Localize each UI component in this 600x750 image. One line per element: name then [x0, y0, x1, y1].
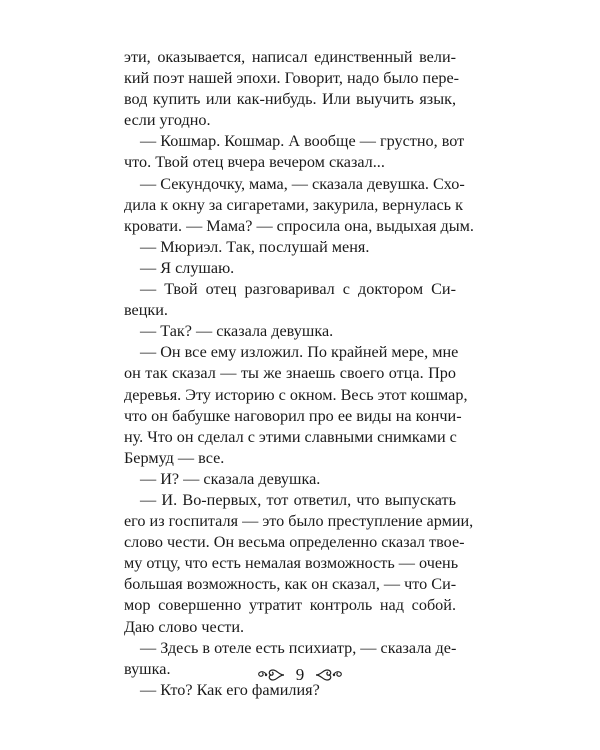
text-line: деревья. Эту историю с окном. Весь этот кошмар, — [124, 385, 468, 404]
body-text — [124, 47, 474, 701]
text-line: — Секундочку, мама, — сказала девушка. Схо- — [140, 174, 465, 193]
ornament-right-icon — [315, 667, 343, 683]
text-line: Бермуд — все. — [124, 448, 225, 467]
text-line: слово чести. Он весьма определенно сказал твое- — [124, 533, 465, 552]
text-line: — Мюриэл. Так, послушай меня. — [140, 237, 370, 256]
text-line: — Так? — сказала девушка. — [140, 322, 334, 341]
text-line: его из госпиталя — это было преступление армии, — [124, 512, 474, 531]
text-line: ну. Что он сделал с этими славными снимками с — [124, 427, 457, 446]
ornament-left-icon — [257, 667, 285, 683]
text-line: — Здесь в отеле есть психиатр, — сказала де- — [140, 638, 457, 657]
text-line: му отцу, что есть немалая возможность — очень — [124, 554, 459, 573]
text-line: — Твой отец разговаривал с доктором Си- — [140, 280, 456, 299]
text-line: кровати. — Мама? — спросила она, выдыхая дым. — [124, 216, 474, 235]
text-line: мор совершенно утратит контроль над собой. — [124, 596, 456, 615]
folio — [0, 662, 600, 688]
page-number: 9 — [295, 665, 305, 684]
text-line: вецки. — [124, 301, 168, 320]
text-line: кий поэт нашей эпохи. Говорит, надо было пере- — [124, 69, 460, 88]
text-line: — Я слушаю. — [140, 258, 235, 277]
text-line: Даю слово чести. — [124, 617, 245, 636]
text-line: — Он все ему изложил. По крайней мере, мне — [140, 343, 459, 362]
text-line: что он бабушке наговорил про ее виды на кончи- — [124, 406, 462, 425]
text-line: — И. Во-первых, тот ответил, что выпускать — [140, 490, 456, 509]
text-line: он так сказал — ты же знаешь своего отца. Про — [124, 364, 456, 383]
text-line: — Кошмар. Кошмар. А вообще — грустно, вот — [140, 132, 465, 151]
text-line: если угодно. — [124, 111, 211, 130]
text-line: эти, оказывается, написал единственный вели- — [124, 48, 456, 66]
text-line: — Кто? Как его фамилия? — [140, 680, 320, 699]
text-line: большая возможность, как он сказал, — что Си- — [124, 575, 457, 594]
text-line: дила к окну за сигаретами, закурила, вернулась к — [124, 195, 463, 214]
text-line: вод купить или как-нибудь. Или выучить язык, — [124, 90, 456, 109]
text-line: что. Твой отец вчера вечером сказал... — [124, 153, 385, 172]
text-line: — И? — сказала девушка. — [140, 469, 321, 488]
text-line: вушка. — [124, 659, 171, 678]
